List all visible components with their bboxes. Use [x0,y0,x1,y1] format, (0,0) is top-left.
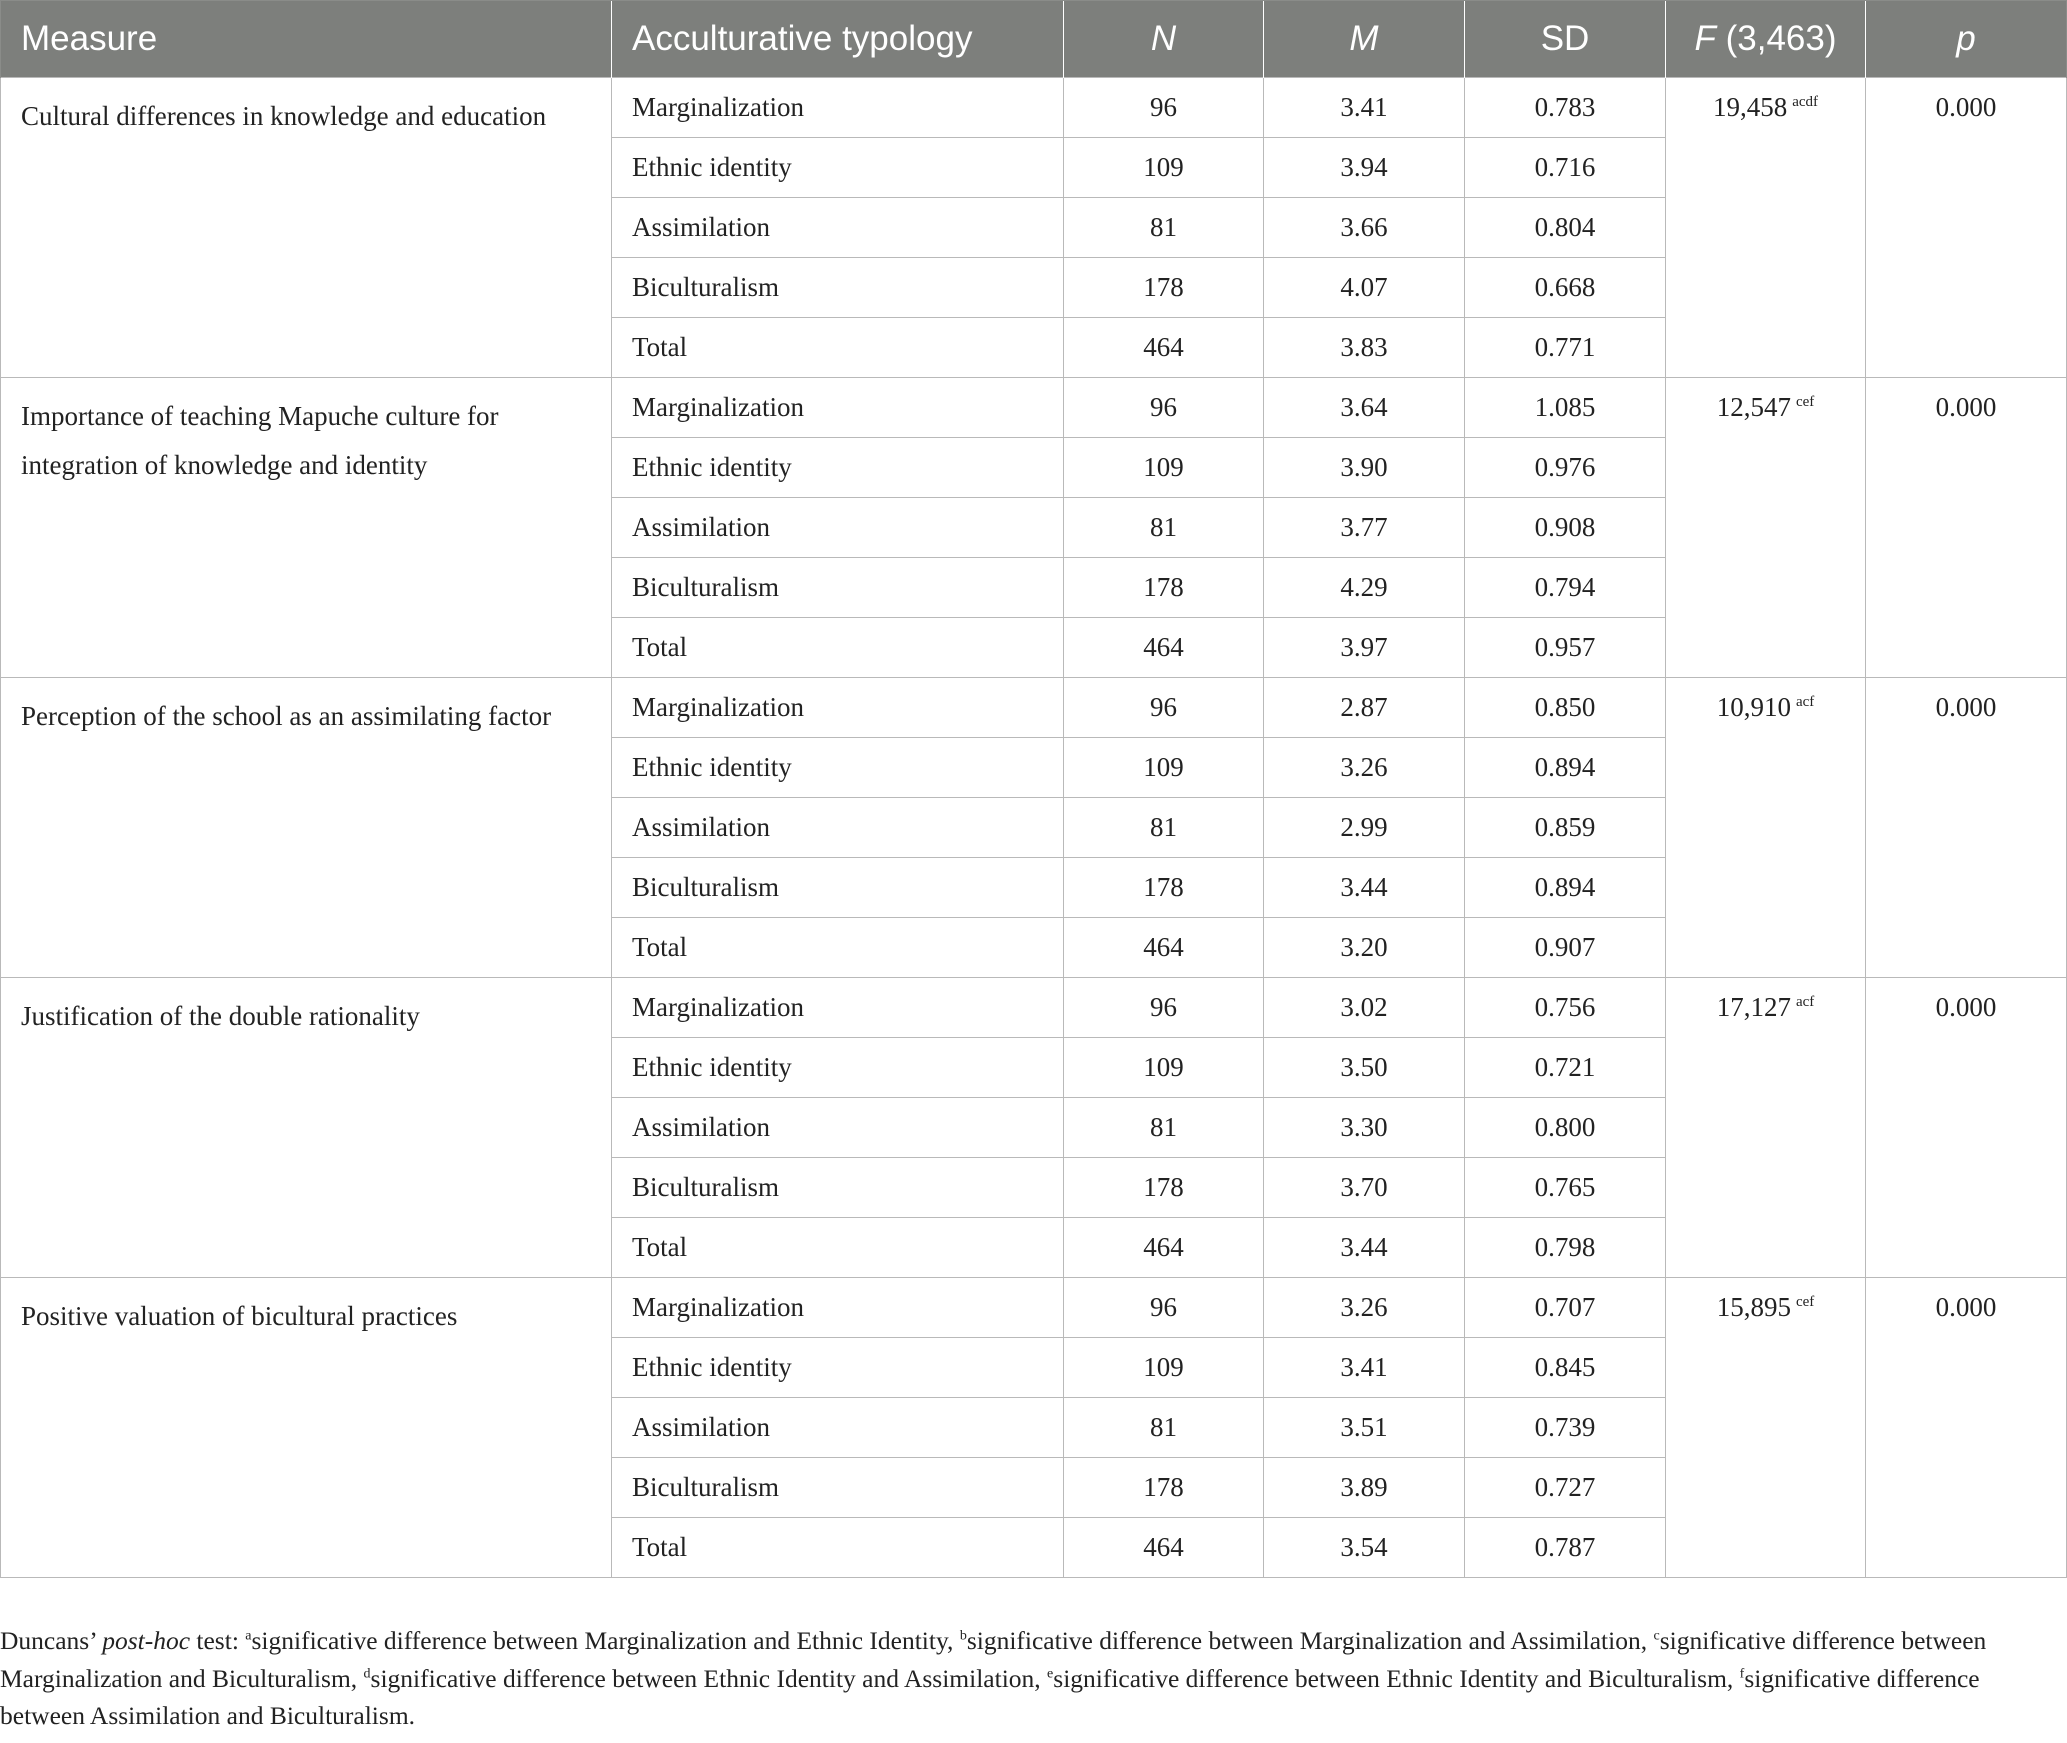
footnote-intro-italic: post-hoc [102,1626,191,1655]
footnote-intro-pre: Duncans’ [0,1626,103,1655]
f-posthoc-letters: cef [1795,1294,1815,1310]
n-cell: 464 [1064,1218,1264,1278]
typology-cell: Assimilation [612,1098,1064,1158]
sd-cell: 0.771 [1465,318,1666,378]
table-row [1,1278,2067,1338]
header-f: F (3,463) [1666,1,1866,78]
mean-cell: 3.20 [1264,918,1465,978]
sd-cell: 0.804 [1465,198,1666,258]
mean-cell: 3.30 [1264,1098,1465,1158]
footnote-text: significative difference between Marginalization and Assimilation, [966,1626,1654,1655]
mean-cell: 3.97 [1264,618,1465,678]
footnote-intro-post: test: [190,1626,246,1655]
typology-cell: Total [612,1518,1064,1578]
footnote-text: significative difference between Assimilation and Biculturalism. [0,1663,1980,1730]
sd-cell: 0.894 [1465,858,1666,918]
typology-cell: Ethnic identity [612,1338,1064,1398]
n-cell: 96 [1064,78,1264,138]
typology-cell: Marginalization [612,978,1064,1038]
footnote-letter: c [1653,1628,1660,1644]
p-value-cell: 0.000 [1866,678,2067,978]
f-statistic-cell [1666,1278,1866,1578]
mean-cell: 3.50 [1264,1038,1465,1098]
header-sd: SD [1465,1,1666,78]
f-posthoc-letters: cef [1795,394,1815,410]
n-cell: 81 [1064,498,1264,558]
sd-cell: 0.859 [1465,798,1666,858]
sd-cell: 0.721 [1465,1038,1666,1098]
typology-cell: Ethnic identity [612,1038,1064,1098]
sd-cell: 0.727 [1465,1458,1666,1518]
n-cell: 109 [1064,1338,1264,1398]
sd-cell: 0.957 [1465,618,1666,678]
typology-cell: Assimilation [612,798,1064,858]
header-p: p [1866,1,2067,78]
typology-cell: Ethnic identity [612,438,1064,498]
mean-cell: 3.26 [1264,738,1465,798]
f-value: 12,547 [1716,392,1791,422]
table-row [1,378,2067,438]
p-value-cell: 0.000 [1866,1278,2067,1578]
typology-cell: Ethnic identity [612,138,1064,198]
mean-cell: 2.87 [1264,678,1465,738]
sd-cell: 0.894 [1465,738,1666,798]
n-cell: 464 [1064,618,1264,678]
measure-name: Importance of teaching Mapuche culture for integration of knowledge and identity [1,378,612,678]
typology-cell: Assimilation [612,1398,1064,1458]
sd-cell: 1.085 [1465,378,1666,438]
n-cell: 109 [1064,1038,1264,1098]
sd-cell: 0.976 [1465,438,1666,498]
p-value-cell: 0.000 [1866,978,2067,1278]
typology-cell: Total [612,1218,1064,1278]
typology-cell: Marginalization [612,1278,1064,1338]
header-m: M [1264,1,1465,78]
typology-cell: Marginalization [612,378,1064,438]
mean-cell: 3.51 [1264,1398,1465,1458]
n-cell: 178 [1064,1158,1264,1218]
footnote-text: significative difference between Ethnic Identity and Biculturalism, [1053,1663,1740,1693]
n-cell: 96 [1064,1278,1264,1338]
table-row [1,78,2067,138]
n-cell: 81 [1064,1098,1264,1158]
mean-cell: 3.66 [1264,198,1465,258]
typology-cell: Assimilation [612,198,1064,258]
f-statistic-cell [1666,678,1866,978]
sd-cell: 0.850 [1465,678,1666,738]
f-posthoc-letters: acf [1795,994,1815,1010]
n-cell: 96 [1064,978,1264,1038]
footnote-letter: b [959,1628,967,1644]
mean-cell: 3.54 [1264,1518,1465,1578]
typology-cell: Assimilation [612,498,1064,558]
sd-cell: 0.765 [1465,1158,1666,1218]
mean-cell: 3.83 [1264,318,1465,378]
typology-cell: Marginalization [612,678,1064,738]
sd-cell: 0.739 [1465,1398,1666,1458]
sd-cell: 0.794 [1465,558,1666,618]
p-value-cell: 0.000 [1866,78,2067,378]
header-row [1,1,2067,78]
sd-cell: 0.707 [1465,1278,1666,1338]
p-value-cell: 0.000 [1866,378,2067,678]
mean-cell: 3.41 [1264,78,1465,138]
sd-cell: 0.783 [1465,78,1666,138]
footnote-letter: f [1739,1666,1745,1681]
f-statistic-cell [1666,978,1866,1278]
sd-cell: 0.787 [1465,1518,1666,1578]
measure-name: Perception of the school as an assimilating factor [1,678,612,978]
n-cell: 81 [1064,798,1264,858]
sd-cell: 0.798 [1465,1218,1666,1278]
typology-cell: Ethnic identity [612,738,1064,798]
sd-cell: 0.668 [1465,258,1666,318]
footnote-text: significative difference between Marginalization and Ethnic Identity, [251,1626,960,1655]
mean-cell: 3.64 [1264,378,1465,438]
mean-cell: 3.89 [1264,1458,1465,1518]
header-measure: Measure [1,1,612,78]
n-cell: 178 [1064,858,1264,918]
n-cell: 464 [1064,1518,1264,1578]
n-cell: 81 [1064,198,1264,258]
n-cell: 109 [1064,138,1264,198]
footnote-letter: a [245,1628,252,1644]
measure-name: Justification of the double rationality [1,978,612,1278]
n-cell: 96 [1064,678,1264,738]
table-row [1,678,2067,738]
header-typology: Acculturative typology [612,1,1064,78]
n-cell: 96 [1064,378,1264,438]
f-value: 10,910 [1716,692,1791,722]
footnote-letter: d [363,1666,371,1681]
typology-cell: Total [612,318,1064,378]
n-cell: 81 [1064,1398,1264,1458]
header-n: N [1064,1,1264,78]
n-cell: 178 [1064,258,1264,318]
typology-cell: Biculturalism [612,1158,1064,1218]
footnote [0,1622,2060,1735]
measure-name: Cultural differences in knowledge and education [1,78,612,378]
f-value: 17,127 [1716,992,1791,1022]
n-cell: 464 [1064,318,1264,378]
mean-cell: 2.99 [1264,798,1465,858]
mean-cell: 3.44 [1264,858,1465,918]
footnote-letter: e [1047,1666,1054,1681]
f-value: 19,458 [1712,92,1788,122]
mean-cell: 3.02 [1264,978,1465,1038]
table-row [1,978,2067,1038]
typology-cell: Biculturalism [612,258,1064,318]
sd-cell: 0.908 [1465,498,1666,558]
footnote-text: significative difference between Marginalization and Biculturalism, [0,1626,1987,1693]
mean-cell: 4.07 [1264,258,1465,318]
sd-cell: 0.756 [1465,978,1666,1038]
measure-name: Positive valuation of bicultural practices [1,1278,612,1578]
n-cell: 464 [1064,918,1264,978]
typology-cell: Total [612,918,1064,978]
mean-cell: 3.44 [1264,1218,1465,1278]
f-statistic-cell [1666,78,1866,378]
mean-cell: 3.41 [1264,1338,1465,1398]
typology-cell: Biculturalism [612,858,1064,918]
sd-cell: 0.845 [1465,1338,1666,1398]
f-posthoc-letters: acf [1795,694,1815,710]
f-statistic-cell [1666,378,1866,678]
mean-cell: 3.70 [1264,1158,1465,1218]
mean-cell: 3.94 [1264,138,1465,198]
f-posthoc-letters: acdf [1792,94,1819,110]
n-cell: 109 [1064,738,1264,798]
mean-cell: 3.77 [1264,498,1465,558]
n-cell: 178 [1064,1458,1264,1518]
sd-cell: 0.716 [1465,138,1666,198]
mean-cell: 3.90 [1264,438,1465,498]
mean-cell: 3.26 [1264,1278,1465,1338]
table-body [1,78,2067,1578]
typology-cell: Marginalization [612,78,1064,138]
sd-cell: 0.907 [1465,918,1666,978]
footnote-text: significative difference between Ethnic Identity and Assimilation, [370,1663,1048,1693]
n-cell: 109 [1064,438,1264,498]
sd-cell: 0.800 [1465,1098,1666,1158]
typology-cell: Biculturalism [612,558,1064,618]
mean-cell: 4.29 [1264,558,1465,618]
typology-cell: Biculturalism [612,1458,1064,1518]
f-value: 15,895 [1716,1292,1791,1322]
n-cell: 178 [1064,558,1264,618]
typology-cell: Total [612,618,1064,678]
